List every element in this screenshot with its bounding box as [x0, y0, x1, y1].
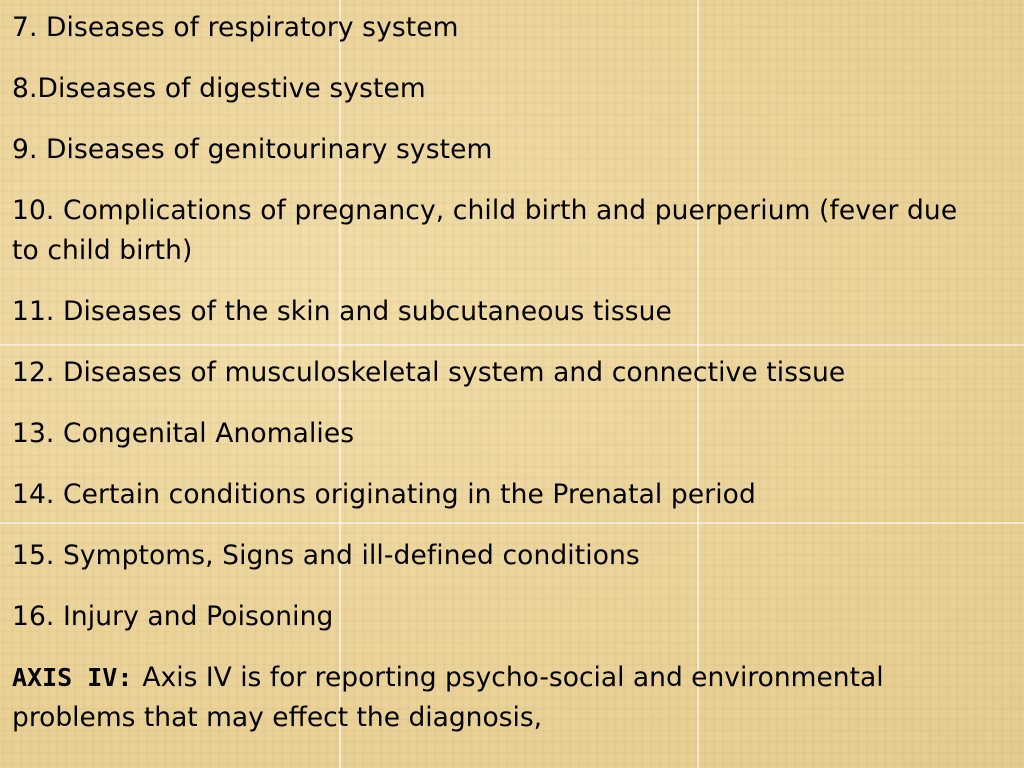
list-item: 15. Symptoms, Signs and ill-defined conditions: [12, 540, 640, 571]
list-item: 8.Diseases of digestive system: [12, 73, 426, 104]
axis-iv-text: Axis IV is for reporting psycho-social and environmental problems that may effect the diagnosis,: [12, 662, 884, 733]
list-item: 16. Injury and Poisoning: [12, 601, 334, 632]
list-item: 7. Diseases of respiratory system: [12, 12, 459, 43]
list-item: 13. Congenital Anomalies: [12, 418, 355, 449]
axis-iv-paragraph: [12, 658, 932, 738]
list-item: 9. Diseases of genitourinary system: [12, 134, 493, 165]
list-item: 11. Diseases of the skin and subcutaneous tissue: [12, 296, 672, 327]
axis-iv-label: AXIS IV:: [12, 663, 133, 692]
list-item: 14. Certain conditions originating in the Prenatal period: [12, 479, 756, 510]
list-item: 12. Diseases of musculoskeletal system and connective tissue: [12, 357, 846, 388]
slide-content: [12, 8, 1012, 738]
list-item: 10. Complications of pregnancy, child birth and puerperium (fever due to child birth): [12, 195, 958, 266]
